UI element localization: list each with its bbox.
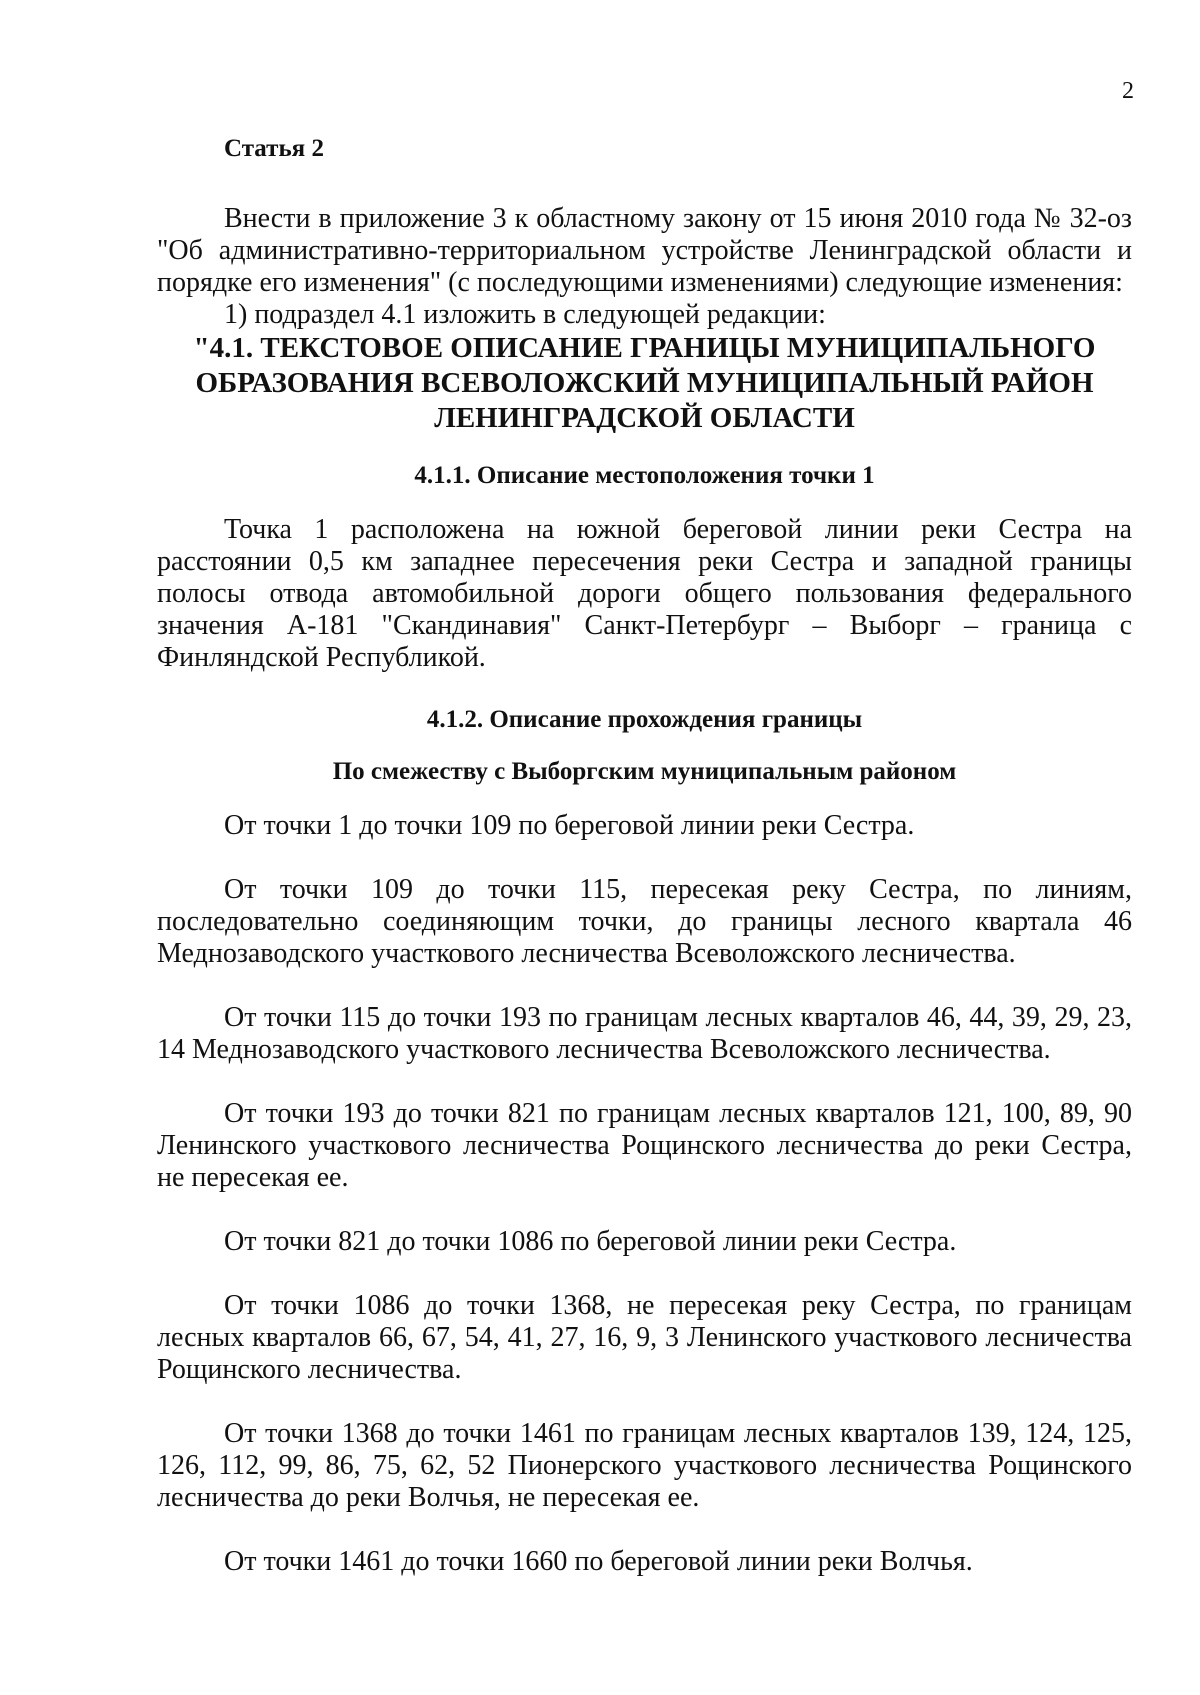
boundary-paragraph: От точки 1461 до точки 1660 по береговой линии реки Волчья. <box>224 1546 973 1577</box>
document-body <box>157 135 1132 1578</box>
subsection-1-title: 4.1.1. Описание местоположения точки 1 <box>414 462 875 489</box>
boundary-paragraph: От точки 193 до точки 821 по границам лесных кварталов 121, 100, 89, 90 Ленинского участкового лесничества Рощинского лесничества до реки Сестра, не пересекая ее. <box>157 1098 1132 1193</box>
intro-paragraph: Внести в приложение 3 к областному закону от 15 июня 2010 года № 32-оз "Об административно-территориальном устройстве Ленинградской области и порядке его изменения" (с последующими изменениями) следующие изменения: <box>157 203 1132 298</box>
boundary-paragraph: От точки 821 до точки 1086 по береговой линии реки Сестра. <box>224 1226 957 1257</box>
page-number: 2 <box>1122 78 1134 104</box>
article-title: Статья 2 <box>224 135 324 162</box>
boundary-paragraph: От точки 109 до точки 115, пересекая реку Сестра, по линиям, последовательно соединяющим точки, до границы лесного квартала 46 Меднозаводского участкового лесничества Всеволожского лесничества. <box>157 874 1132 969</box>
section-title: "4.1. ТЕКСТОВОЕ ОПИСАНИЕ ГРАНИЦЫ МУНИЦИПАЛЬНОГО ОБРАЗОВАНИЯ ВСЕВОЛОЖСКИЙ МУНИЦИПАЛЬНЫЙ РАЙОН ЛЕНИНГРАДСКОЙ ОБЛАСТИ <box>193 332 1096 434</box>
boundary-paragraph: От точки 115 до точки 193 по границам лесных кварталов 46, 44, 39, 29, 23, 14 Меднозаводского участкового лесничества Всеволожского лесничества. <box>157 1002 1132 1065</box>
point-1-description: Точка 1 расположена на южной береговой линии реки Сестра на расстоянии 0,5 км западнее пересечения реки Сестра и западной границы полосы отвода автомобильной дороги общего пользования федерального значения А-181 "Скандинавия" Санкт-Петербург – Выборг – граница с Финляндской Республикой. <box>157 514 1132 673</box>
adjacency-title: По смежеству с Выборгским муниципальным районом <box>332 758 957 785</box>
subsection-2-title: 4.1.2. Описание прохождения границы <box>426 706 863 733</box>
amendment-item-1: 1) подраздел 4.1 изложить в следующей редакции: <box>224 299 826 330</box>
boundary-paragraph: От точки 1368 до точки 1461 по границам лесных кварталов 139, 124, 125, 126, 112, 99, 86, 75, 62, 52 Пионерского участкового лесничества Рощинского лесничества до реки Волчья, не пересекая ее. <box>157 1418 1132 1513</box>
boundary-paragraph: От точки 1 до точки 109 по береговой линии реки Сестра. <box>224 810 915 841</box>
boundary-paragraph: От точки 1086 до точки 1368, не пересекая реку Сестра, по границам лесных кварталов 66, 67, 54, 41, 27, 16, 9, 3 Ленинского участкового лесничества Рощинского лесничества. <box>157 1290 1132 1385</box>
